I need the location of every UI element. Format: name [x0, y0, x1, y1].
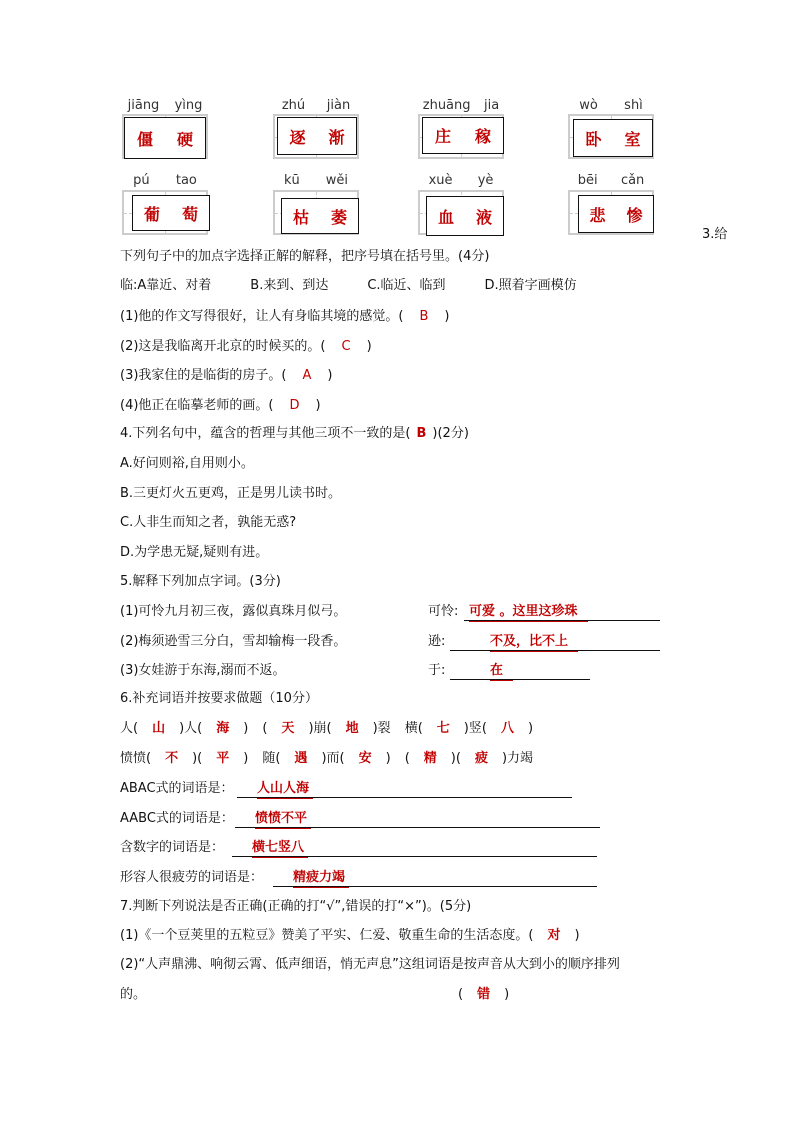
q6-token: ( — [404, 751, 410, 766]
pinyin-label: wò shì — [579, 98, 643, 113]
q6-token: 不 — [165, 751, 179, 766]
q6-token: 山 — [152, 721, 166, 736]
q6-token: 遇 — [294, 751, 308, 766]
q6-token: 地 — [345, 721, 359, 736]
answer-box: 枯 萎 — [281, 198, 359, 234]
q7-item-2-answer: ( 错 ) — [458, 987, 510, 1002]
q6-token: 海 — [216, 721, 230, 736]
q6-token: 平 — [216, 751, 230, 766]
pinyin-label: zhú jiàn — [281, 98, 351, 113]
q5-title: 5.解释下列加点字词。(3分) — [120, 574, 281, 589]
q6-token: )崩( — [308, 721, 332, 736]
q7-item-2: (2)“人声鼎沸、响彻云霄、低声细语，悄无声息”这组词语是按声音从大到小的顺序排列 — [120, 957, 620, 972]
q7-item-1: (1)《一个豆荚里的五粒豆》赞美了平实、仁爱、敬重生命的生活态度。( 对 ) — [120, 928, 580, 943]
q6-row1 — [120, 720, 533, 738]
answer-line — [450, 662, 590, 680]
q6-token: ) — [385, 751, 391, 766]
q4-option: A.好问则裕,自用则小。 — [120, 456, 254, 471]
pinyin-label: zhuāng jia — [422, 98, 500, 113]
answer-box: 卧 室 — [573, 119, 653, 157]
pinyin-label: jiāng yìng — [127, 98, 203, 113]
q7-title: 7.判断下列说法是否正确(正确的打“√”,错误的打“×”)。(5分) — [120, 899, 472, 914]
q6-token: 安 — [358, 751, 372, 766]
q6-fill-answer: 横七竖八 — [252, 839, 308, 858]
q6-fill-label: ABAC式的词语是： — [120, 781, 234, 796]
q6-token: ) — [243, 751, 249, 766]
q6-token: )( — [450, 751, 461, 766]
q3-number: 3.给 — [702, 227, 728, 242]
pinyin-label: bēi cǎn — [577, 173, 645, 188]
q5-item: (1)可怜九月初三夜，露似真珠月似弓。 — [120, 604, 347, 619]
q3-item: (1)他的作文写得很好，让人有身临其境的感觉。( B ) — [120, 309, 450, 324]
q3-title: 下列句子中的加点字选择正解的解释，把序号填在括号里。(4分) — [120, 249, 490, 264]
q6-token: ) — [527, 721, 534, 736]
q6-token: ) — [243, 721, 249, 736]
answer-box: 悲 惨 — [578, 195, 654, 233]
q6-fill-answer: 人山人海 — [257, 780, 313, 799]
pinyin-label: pú tao — [133, 173, 197, 188]
q7-item-2-cont: 的。 — [120, 987, 147, 1002]
q5-item: (3)女娃游于东海,溺而不返。 — [120, 663, 286, 678]
answer-box: 葡 萄 — [132, 195, 210, 231]
q4-option: B.三更灯火五更鸡，正是男儿读书时。 — [120, 485, 342, 501]
q6-token: 人( — [120, 721, 139, 736]
answer-box: 血 液 — [426, 196, 504, 236]
q6-fill-label: AABC式的词语是： — [120, 810, 234, 826]
q6-token: 横( — [404, 721, 423, 736]
q6-row2 — [120, 750, 533, 768]
q4-option: D.为学患无疑,疑则有进。 — [120, 544, 269, 560]
q6-token: )( — [192, 751, 203, 766]
q3-item: (3)我家住的是临街的房子。( A ) — [120, 368, 333, 383]
q5-item: (2)梅须逊雪三分白，雪却输梅一段香。 — [120, 633, 347, 649]
q5-answer: 可爱 。这里这珍珠 — [469, 603, 588, 622]
q5-label: 逊: — [428, 633, 446, 649]
q6-token: 随( — [262, 751, 281, 766]
q6-fill-answer: 愤愤不平 — [255, 810, 311, 829]
q6-token: )而( — [321, 751, 345, 766]
pinyin-label: kū wěi — [283, 173, 348, 188]
q3-options: 临:A靠近、对着 B.来到、到达 C.临近、临到 D.照着字画模仿 — [120, 278, 577, 293]
q6-token: 八 — [500, 721, 514, 736]
q6-title: 6.补充词语并按要求做题（10分） — [120, 691, 318, 706]
q6-token: ( — [262, 721, 268, 736]
q5-answer: 在 — [490, 662, 513, 681]
q6-token: )力竭 — [501, 751, 534, 766]
q5-label: 于: — [428, 663, 446, 678]
q6-fill-label: 形容人很疲劳的词语是： — [120, 869, 264, 885]
q5-answer: 不及，比不上 — [490, 633, 578, 652]
q6-fill-answer: 精疲力竭 — [293, 869, 349, 888]
q3-item: (4)他正在临摹老师的画。( D ) — [120, 397, 321, 413]
q5-label: 可怜: — [428, 604, 459, 619]
q6-token: )竖( — [463, 721, 487, 736]
q6-token: 天 — [281, 721, 295, 736]
q6-token: )人( — [179, 721, 203, 736]
q6-token: 疲 — [474, 751, 488, 766]
q4-title: 4.下列名句中，蕴含的哲理与其他三项不一致的是( B )(2分) — [120, 426, 469, 441]
q6-token: 愤愤( — [120, 751, 152, 766]
answer-box: 逐 渐 — [277, 117, 357, 155]
q6-fill-label: 含数字的词语是： — [120, 840, 225, 855]
answer-box: 僵 硬 — [124, 117, 206, 159]
q3-item: (2)这是我临离开北京的时候买的。( C ) — [120, 338, 372, 354]
q6-token: )裂 — [372, 721, 391, 736]
q6-token: 精 — [423, 751, 437, 766]
q6-token: 七 — [436, 721, 450, 736]
q4-option: C.人非生而知之者，孰能无惑? — [120, 515, 297, 530]
answer-box: 庄 稼 — [422, 117, 504, 154]
pinyin-label: xuè yè — [428, 173, 494, 188]
